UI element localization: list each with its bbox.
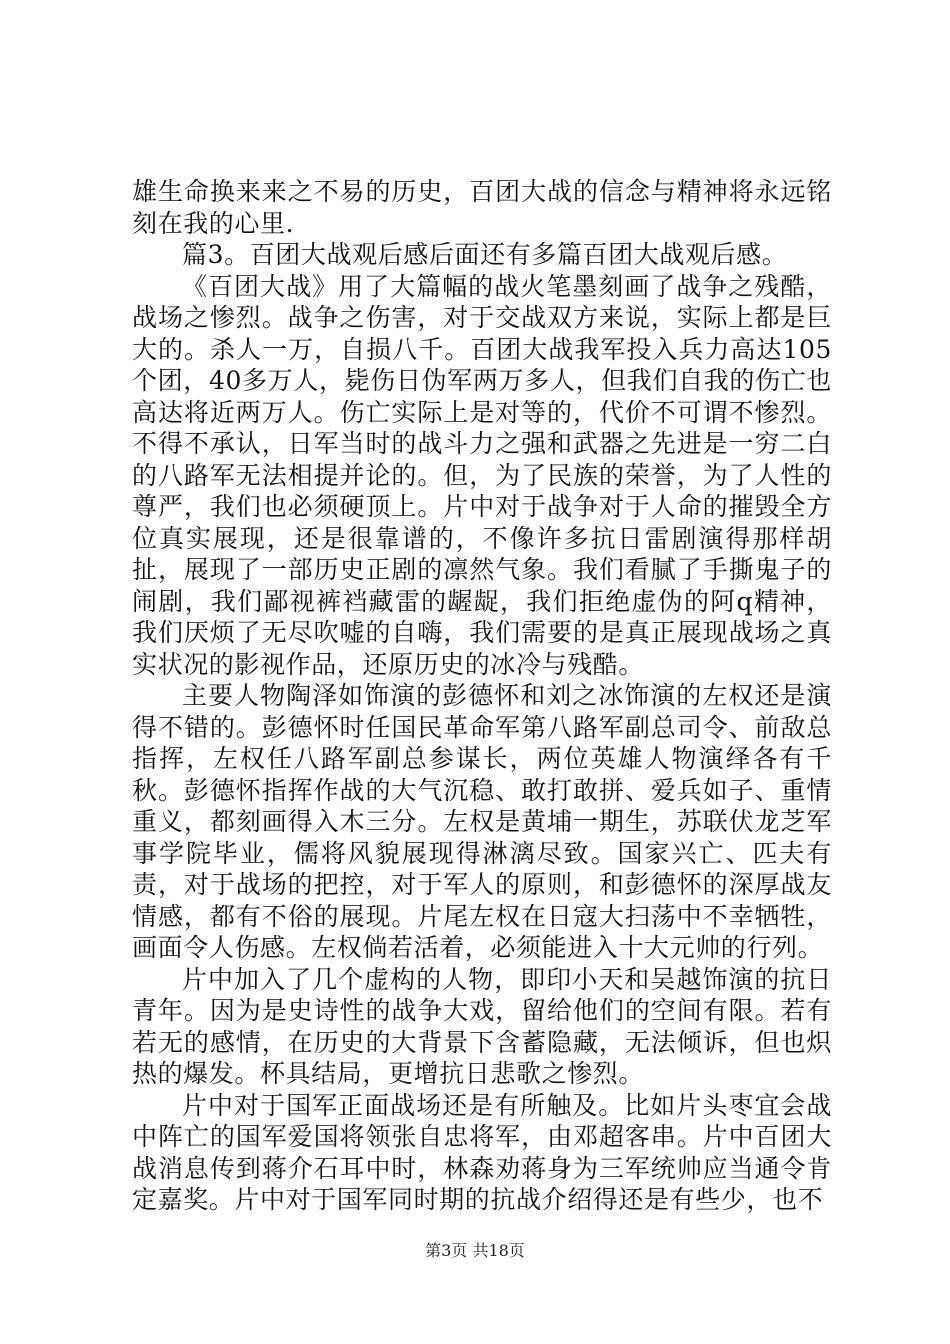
paragraph-nationalist-army: 片中对于国军正面战场还是有所触及。比如片头枣宜会战中阵亡的国军爱国将领张自忠将军，由邓超客串。片中百团大战消息传到蒋介石耳中时，林森劝蒋身为三军统帅应当通令肯定嘉奖。片中对于国军同时期的抗战介绍得还是有些少，也不 [132,1090,832,1214]
document-body [132,176,832,1216]
paragraph-war-cruelty: 《百团大战》用了大篇幅的战火笔墨刻画了战争之残酷，战场之惨烈。战争之伤害，对于交战双方来说，实际上都是巨大的。杀人一万，自损八千。百团大战我军投入兵力高达105个团，40多万人，毙伤日伪军两万多人，但我们自我的伤亡也高达将近两万人。伤亡实际上是对等的，代价不可谓不惨烈。不得不承认，日军当时的战斗力之强和武器之先进是一穷二白的八路军无法相提并论的。但，为了民族的荣誉，为了人性的尊严，我们也必须硬顶上。片中对于战争对于人命的摧毁全方位真实展现，还是很靠谱的，不像许多抗日雷剧演得那样胡扯，展现了一部历史正剧的凛然气象。我们看腻了手撕鬼子的闹剧，我们鄙视裤裆藏雷的龌龊，我们拒绝虚伪的阿q精神，我们厌烦了无尽吹嘘的自嗨，我们需要的是真正展现战场之真实状况的影视作品，还原历史的冰冷与残酷。 [132,271,832,679]
paragraph-main-characters: 主要人物陶泽如饰演的彭德怀和刘之冰饰演的左权还是演得不错的。彭德怀时任国民革命军第八路军副总司令、前敌总指挥，左权任八路军副总参谋长，两位英雄人物演绎各有千秋。彭德怀指挥作战的大气沉稳、敢打敢拼、爱兵如子、重情重义，都刻画得入木三分。左权是黄埔一期生，苏联伏龙芝军事学院毕业，儒将风貌展现得淋漓尽致。国家兴亡、匹夫有责，对于战场的把控，对于军人的原则，和彭德怀的深厚战友情感，都有不俗的展现。片尾左权在日寇大扫荡中不幸牺牲，画面令人伤感。左权倘若活着，必须能进入十大元帅的行列。 [132,681,832,962]
paragraph-continuation: 雄生命换来来之不易的历史，百团大战的信念与精神将永远铭刻在我的心里. [132,177,832,238]
page-footer: 第3页 共18页 [425,1241,525,1260]
paragraph-section-heading: 篇3。百团大战观后感后面还有多篇百团大战观后感。 [182,240,788,269]
paragraph-fictional-characters: 片中加入了几个虚构的人物，即印小天和吴越饰演的抗日青年。因为是史诗性的战争大戏，留给他们的空间有限。若有若无的感情，在历史的大背景下含蓄隐藏，无法倾诉，但也炽热的爆发。杯具结局，更增抗日悲歌之惨烈。 [132,964,832,1088]
